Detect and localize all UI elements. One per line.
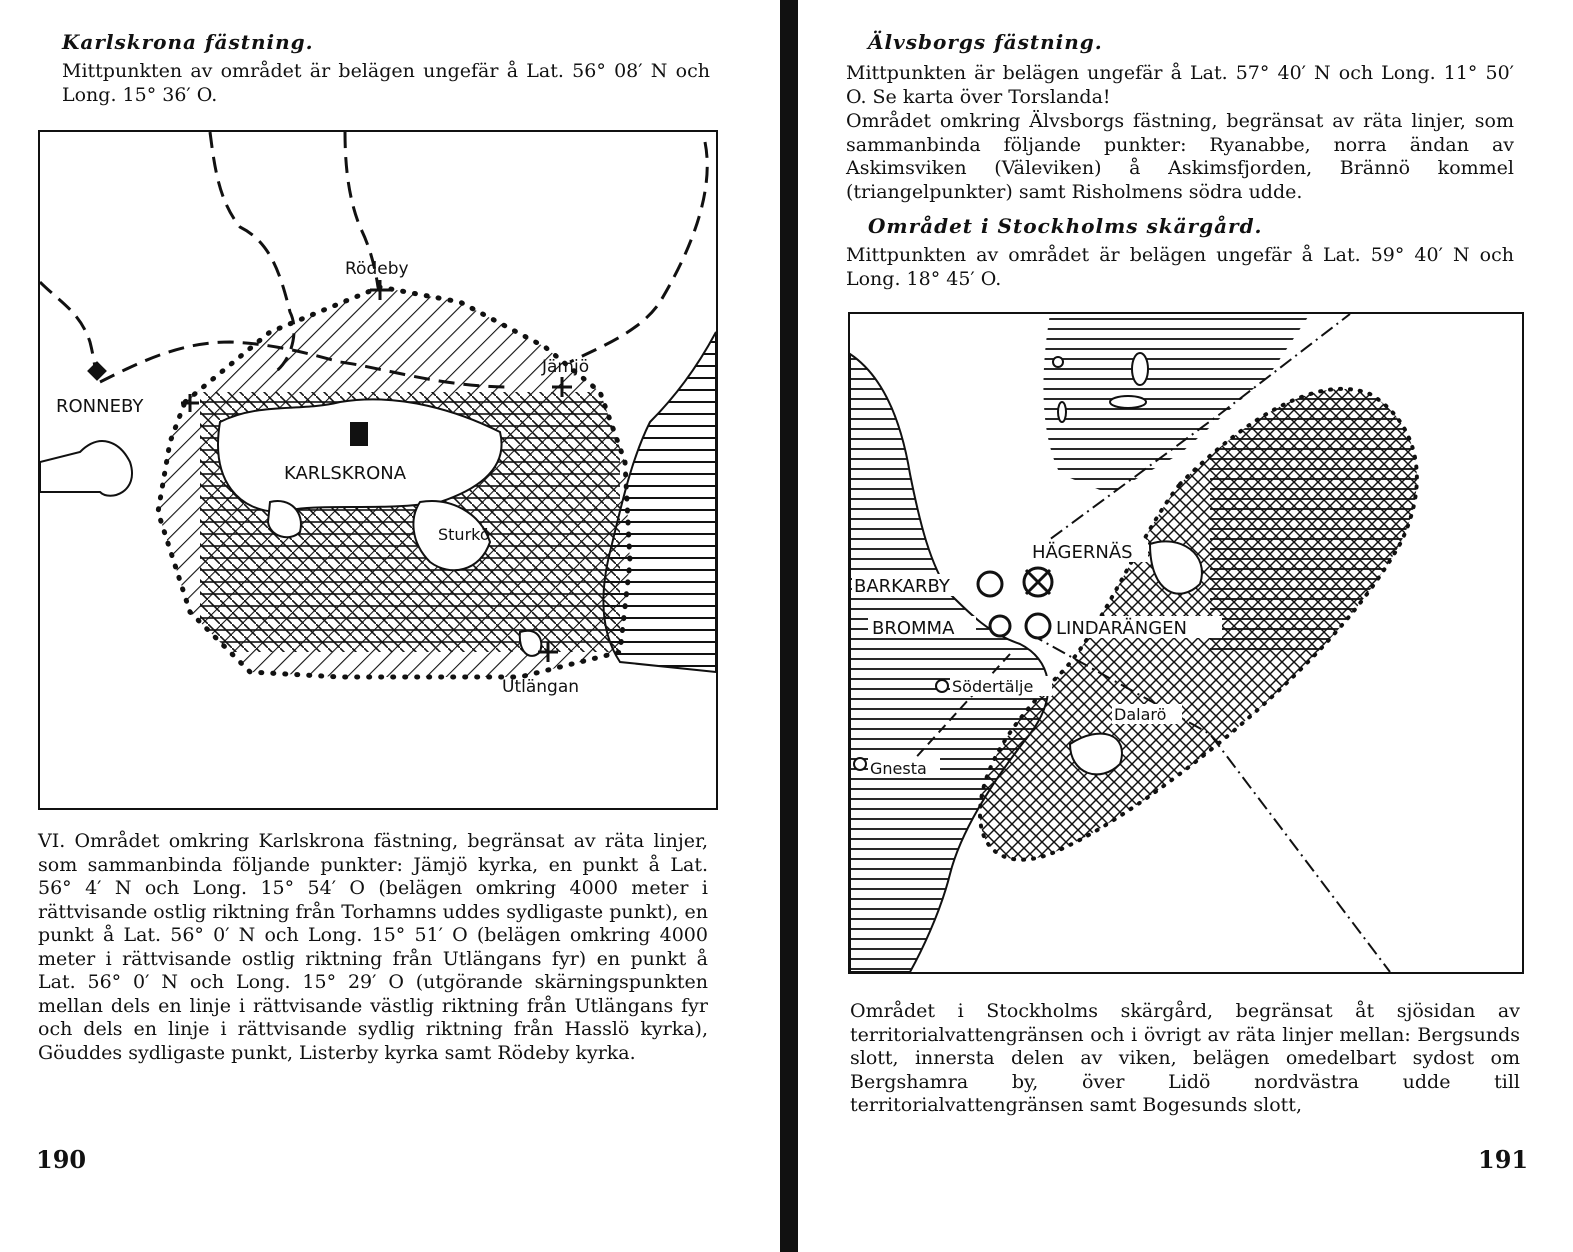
label-sturko: Sturkö — [438, 525, 490, 544]
label-barkarby: BARKARBY — [854, 576, 950, 597]
left-heading: Karlskrona fästning. — [62, 30, 314, 54]
right-para-3: Mittpunkten av området är belägen ungefär å Lat. 59° 40′ N och Long. 18° 45′ O. — [846, 244, 1514, 290]
karlskrona-map — [38, 130, 718, 810]
label-lindarangen: LINDARÄNGEN — [1056, 618, 1188, 639]
right-para-1: Mittpunkten är belägen ungefär å Lat. 57° 40′ N och Long. 11° 50′ O. Se karta över Torslanda! — [846, 62, 1514, 108]
right-body: Området i Stockholms skärgård, begränsat åt sjösidan av territorialvattengränsen och i övrigt av räta linjer mellan: Bergsunds slott, innersta delen av viken, belägen omedelbart sydost om Bergshamra by, över Lidö nordvästra udde till territorialvattengränsen samt Bogesunds slott, — [850, 1000, 1520, 1116]
page-number-right: 191 — [1478, 1145, 1529, 1174]
label-karlskrona: KARLSKRONA — [284, 463, 407, 484]
stockholm-map — [848, 312, 1524, 974]
label-hagernas: HÄGERNÄS — [1032, 542, 1133, 563]
label-ronneby: RONNEBY — [56, 396, 144, 417]
left-page — [0, 0, 780, 1252]
right-heading-stockholm: Området i Stockholms skärgård. — [868, 214, 1263, 238]
stockholm-map-graphic — [850, 314, 1522, 972]
page-number-left: 190 — [36, 1145, 87, 1174]
right-page — [800, 0, 1573, 1252]
label-rodeby: Rödeby — [345, 259, 409, 279]
right-para-2: Området omkring Älvsborgs fästning, begränsat av räta linjer, som sammanbinda följande punkter: Ryanabbe, norra ändan av Askimsviken (Väleviken) å Askimsfjorden, Brännö kommel (triangelpunkter) samt Risholmens södra udde. — [846, 110, 1514, 203]
karlskrona-map-graphic — [40, 132, 716, 808]
left-intro: Mittpunkten av området är belägen ungefär å Lat. 56° 08′ N och Long. 15° 36′ O. — [62, 60, 710, 106]
label-gnesta: Gnesta — [870, 759, 927, 778]
right-heading-alvsborg: Älvsborgs fästning. — [868, 30, 1103, 54]
label-bromma: BROMMA — [872, 618, 955, 639]
left-body: VI. Området omkring Karlskrona fästning, begränsat av räta linjer, som sammanbinda följande punkter: Jämjö kyrka, en punkt å Lat. 56° 4′ N och Long. 15° 54′ O (belägen omkring 4000 meter i rättvisande ostlig riktning från Torhamns uddes sydligaste punkt), en punkt å Lat. 56° 0′ N och Long. 15° 51′ O (belägen omkring 4000 meter i rättvisande ostlig riktning från Utlängans fyr) en punkt å Lat. 56° 0′ N och Long. 15° 29′ O (utgörande skärningspunkten mellan dels en linje i rättvisande västlig riktning från Utlängans fyr och dels en linje i rättvisande sydlig riktning från Hasslö kyrka), Göuddes sydligaste punkt, Listerby kyrka samt Rödeby kyrka. — [38, 830, 708, 1064]
label-jamjo: Jämjö — [542, 357, 590, 377]
book-gutter — [780, 0, 798, 1252]
label-utlangan: Utlängan — [502, 677, 580, 697]
label-dalaro: Dalarö — [1114, 705, 1167, 724]
label-sodertalje: Södertälje — [952, 677, 1034, 696]
